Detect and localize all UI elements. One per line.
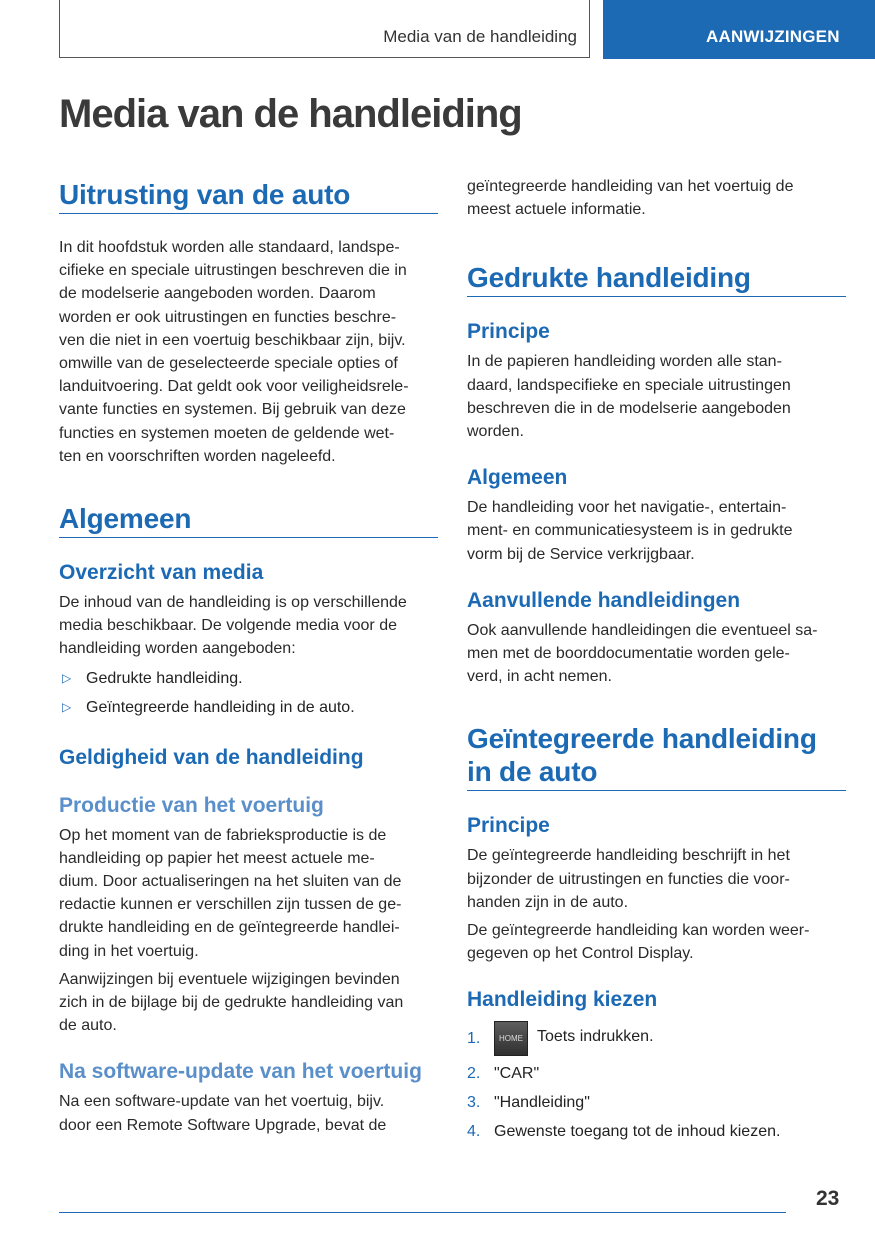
left-column — [59, 178, 438, 1137]
header-tab-label: AANWIJZINGEN — [706, 27, 840, 46]
paragraph-aanvullende: Ook aanvullende handleidingen die eventueel sa- men met de boorddocumentatie worden gele- verd, in acht nemen. — [467, 621, 818, 686]
paragraph-principe-1: In de papieren handleiding worden alle stan- daard, landspecifieke en speciale uitrustingen beschreven die in de modelserie aangeboden worden. — [467, 353, 791, 441]
header-title-box — [59, 0, 590, 58]
list-item: ▷ Gedrukte handleiding. — [59, 667, 438, 690]
heading-algemeen: Algemeen — [59, 502, 438, 538]
paragraph-weergegeven: De geïntegreerde handleiding kan worden weer- gegeven op het Control Display. — [467, 922, 810, 963]
paragraph-software-update: Na een software-update van het voertuig, bijv. door een Remote Software Upgrade, bevat de — [59, 1093, 387, 1134]
paragraph-aanwijzingen: Aanwijzingen bij eventuele wijzigingen bevinden zich in de bijlage bij de gedrukte handleiding van de auto. — [59, 970, 404, 1035]
heading-handleiding-kiezen: Handleiding kiezen — [467, 988, 658, 1012]
triangle-bullet-icon: ▷ — [62, 699, 72, 714]
paragraph-uitrusting: In dit hoofdstuk worden alle standaard, landspe- cifieke en speciale uitrustingen beschreven die in de modelserie aangeboden worden. Daarom worden er ook uitrustingen en functies beschre- ven die niet in een voertuig beschikbaar zijn, bijv. omwille van de geselecteerde speciale opties of landuitvoering. Dat geldt ook voor veiligheidsrele- vante functies en systemen. Bij gebruik van deze functies en systemen moeten de geldende wet- ten en voorschriften worden nageleefd. — [59, 239, 409, 465]
step-item: 2. "CAR" — [467, 1065, 540, 1083]
list-item: ▷ Geïntegreerde handleiding in de auto. — [59, 696, 438, 719]
paragraph-algemeen-2: De handleiding voor het navigatie-, entertain- ment- en communicatiesysteem is in gedrukte vorm bij de Service verkrijgbaar. — [467, 499, 793, 563]
heading-geldigheid: Geldigheid van de handleiding — [59, 745, 364, 769]
home-button-icon: HOME — [494, 1021, 528, 1056]
heading-principe-1: Principe — [467, 320, 550, 344]
heading-geintegreerde-handleiding: Geïntegreerde handleiding in de auto — [467, 722, 846, 791]
triangle-bullet-icon: ▷ — [62, 670, 72, 685]
paragraph-principe-2: De geïntegreerde handleiding beschrijft in het bijzonder de uitrustingen en functies die voor- handen zijn in de auto. — [467, 847, 790, 911]
footer-divider — [59, 1212, 786, 1213]
header-tab — [603, 0, 875, 59]
right-column — [467, 175, 846, 1143]
heading-gedrukte-handleiding: Gedrukte handleiding — [467, 261, 846, 297]
heading-software-update: Na software-update van het voertuig — [59, 1060, 422, 1084]
paragraph-continued: geïntegreerde handleiding van het voertuig de meest actuele informatie. — [467, 178, 794, 219]
page-number: 23 — [816, 1187, 840, 1210]
heading-productie: Productie van het voertuig — [59, 793, 324, 817]
heading-principe-2: Principe — [467, 814, 550, 838]
heading-algemeen-2: Algemeen — [467, 466, 568, 490]
paragraph-overzicht: De inhoud van de handleiding is op verschillende media beschikbaar. De volgende media voor de handleiding worden aangeboden: — [59, 594, 407, 658]
heading-overzicht: Overzicht van media — [59, 561, 264, 585]
heading-aanvullende: Aanvullende handleidingen — [467, 588, 741, 612]
header-section-title: Media van de handleiding — [383, 27, 577, 46]
heading-uitrusting: Uitrusting van de auto — [59, 178, 438, 214]
page-title: Media van de handleiding — [59, 92, 522, 136]
step-item: 4. Gewenste toegang tot de inhoud kiezen. — [467, 1123, 781, 1141]
step-item: 1. HOME Toets indrukken. — [467, 1021, 846, 1056]
paragraph-productie: Op het moment van de fabrieksproductie is de handleiding op papier het meest actuele me- dium. Door actualiseringen na het sluiten van de redactie kunnen er verschillen zijn tussen de ge- drukte handleiding en de geïntegreerde handlei- ding in het voertuig. — [59, 826, 402, 960]
step-item: 3. "Handleiding" — [467, 1094, 590, 1112]
